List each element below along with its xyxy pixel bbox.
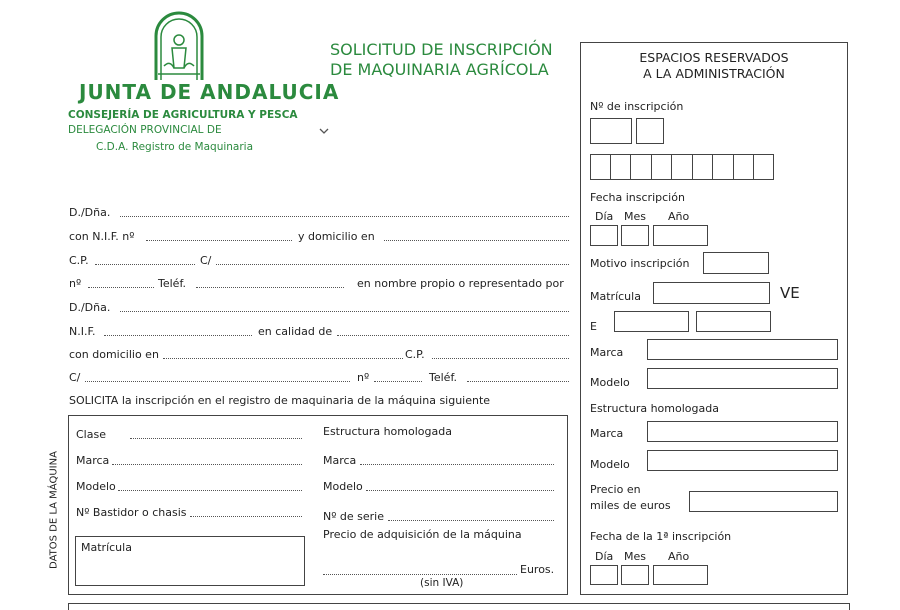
marca2-field[interactable] xyxy=(360,464,554,465)
estructura-label: Estructura homologada xyxy=(323,425,452,438)
con-domicilio-label: con domicilio en xyxy=(69,348,159,361)
inscripcion-prefix-box-1[interactable] xyxy=(590,118,632,144)
serie-field[interactable] xyxy=(388,520,554,521)
precio-label: Precio de adquisición de la máquina xyxy=(323,528,522,541)
calle2-label: C/ xyxy=(69,371,81,384)
anio-label: Año xyxy=(668,210,690,223)
nif2-field[interactable] xyxy=(104,335,252,336)
estructura-admin-label: Estructura homologada xyxy=(590,402,719,415)
clase-label: Clase xyxy=(76,428,106,441)
dna-label: D./Dña. xyxy=(69,206,111,219)
consejeria-label: CONSEJERÍA DE AGRICULTURA Y PESCA xyxy=(68,109,298,121)
dia2-label: Día xyxy=(595,550,614,563)
domicilio-label: y domicilio en xyxy=(298,230,375,243)
numero2-label: nº xyxy=(357,371,370,384)
anio2-label: Año xyxy=(668,550,690,563)
euros-label: Euros. xyxy=(520,563,555,576)
fecha-mes-box[interactable] xyxy=(621,225,649,246)
marca-field[interactable] xyxy=(112,464,302,465)
cp2-label: C.P. xyxy=(405,348,425,361)
domicilio-field[interactable] xyxy=(384,240,569,241)
marca-label: Marca xyxy=(76,454,110,467)
inscripcion-number-dividers xyxy=(590,154,774,180)
precio-admin-label-2: miles de euros xyxy=(590,499,671,512)
serie-label: Nº de serie xyxy=(323,510,384,523)
telefono-label: Teléf. xyxy=(158,277,187,290)
precio-admin-box[interactable] xyxy=(689,491,838,512)
form-title-line1: SOLICITUD DE INSCRIPCIÓN xyxy=(330,40,553,59)
modelo-admin-label: Modelo xyxy=(590,376,630,389)
fecha-inscripcion-label: Fecha inscripción xyxy=(590,191,685,204)
precio-admin-label-1: Precio en xyxy=(590,483,641,496)
nif2-label: N.I.F. xyxy=(69,325,96,338)
ve-label: VE xyxy=(780,284,800,302)
org-name: JUNTA DE ANDALUCIA xyxy=(79,80,340,104)
inscripcion-prefix-box-2[interactable] xyxy=(636,118,664,144)
cp-field[interactable] xyxy=(95,264,195,265)
motivo-label: Motivo inscripción xyxy=(590,257,690,270)
bastidor-label: Nº Bastidor o chasis xyxy=(76,506,187,519)
calle-label: C/ xyxy=(200,254,212,267)
calidad-label: en calidad de xyxy=(258,325,333,338)
marca2-label: Marca xyxy=(323,454,357,467)
modelo2-admin-label: Modelo xyxy=(590,458,630,471)
sin-iva-label: (sin IVA) xyxy=(420,577,464,589)
mes2-label: Mes xyxy=(624,550,646,563)
modelo2-admin-box[interactable] xyxy=(647,450,838,471)
delegacion-dropdown[interactable] xyxy=(318,126,332,138)
chevron-down-icon xyxy=(318,126,330,139)
solicita-text: SOLICITA la inscripción en el registro de maquinaria de la máquina siguiente xyxy=(69,394,491,407)
admin-title xyxy=(580,50,848,82)
matricula-label: Matrícula xyxy=(81,541,132,554)
telefono-field[interactable] xyxy=(196,287,344,288)
calle-field[interactable] xyxy=(216,264,569,265)
dia-label: Día xyxy=(595,210,614,223)
nif-field[interactable] xyxy=(146,240,292,241)
matricula-admin-label: Matrícula xyxy=(590,290,641,303)
telefono2-field[interactable] xyxy=(467,381,569,382)
telefono2-label: Teléf. xyxy=(429,371,458,384)
mes-label: Mes xyxy=(624,210,646,223)
admin-title-line1: ESPACIOS RESERVADOS xyxy=(639,50,789,65)
representado-label: en nombre propio o representado por xyxy=(357,277,564,290)
e-label: E xyxy=(590,320,597,333)
calidad-field[interactable] xyxy=(337,335,569,336)
marca2-admin-box[interactable] xyxy=(647,421,838,442)
precio-field[interactable] xyxy=(323,574,517,575)
fecha2-anio-box[interactable] xyxy=(653,565,708,585)
bastidor-field[interactable] xyxy=(190,516,302,517)
dna-field[interactable] xyxy=(120,216,569,217)
motivo-box[interactable] xyxy=(703,252,769,274)
form-title-line2: DE MAQUINARIA AGRÍCOLA xyxy=(330,60,549,79)
admin-title-line2: A LA ADMINISTRACIÓN xyxy=(643,66,785,81)
fecha2-mes-box[interactable] xyxy=(621,565,649,585)
logo-emblem xyxy=(150,10,208,82)
e-box-1[interactable] xyxy=(614,311,689,332)
marca-admin-label: Marca xyxy=(590,346,624,359)
modelo2-field[interactable] xyxy=(366,490,554,491)
dna2-label: D./Dña. xyxy=(69,301,111,314)
marca-admin-box[interactable] xyxy=(647,339,838,360)
delegacion-label: DELEGACIÓN PROVINCIAL DE xyxy=(68,124,222,136)
fecha-anio-box[interactable] xyxy=(653,225,708,246)
calle2-field[interactable] xyxy=(85,381,350,382)
form-title xyxy=(330,40,553,80)
machine-side-label: DATOS DE LA MÁQUINA xyxy=(48,451,60,569)
modelo-admin-box[interactable] xyxy=(647,368,838,389)
clase-field[interactable] xyxy=(130,438,302,439)
con-domicilio-field[interactable] xyxy=(163,358,403,359)
numero-field[interactable] xyxy=(88,287,154,288)
marca2-admin-label: Marca xyxy=(590,427,624,440)
n-inscripcion-label: Nº de inscripción xyxy=(590,100,684,113)
e-box-2[interactable] xyxy=(696,311,771,332)
registro-label: C.D.A. Registro de Maquinaria xyxy=(96,141,254,153)
cp-label: C.P. xyxy=(69,254,89,267)
cp2-field[interactable] xyxy=(432,358,569,359)
modelo-label: Modelo xyxy=(76,480,116,493)
fecha-primera-label: Fecha de la 1ª inscripción xyxy=(590,530,732,543)
dna2-field[interactable] xyxy=(120,311,569,312)
fecha2-dia-box[interactable] xyxy=(590,565,618,585)
numero-label: nº xyxy=(69,277,82,290)
modelo-field[interactable] xyxy=(118,490,302,491)
modelo2-label: Modelo xyxy=(323,480,363,493)
nif-no-label: con N.I.F. nº xyxy=(69,230,135,243)
fecha-dia-box[interactable] xyxy=(590,225,618,246)
matricula-admin-box[interactable] xyxy=(653,282,770,304)
numero2-field[interactable] xyxy=(374,381,422,382)
next-section-border xyxy=(68,603,850,610)
